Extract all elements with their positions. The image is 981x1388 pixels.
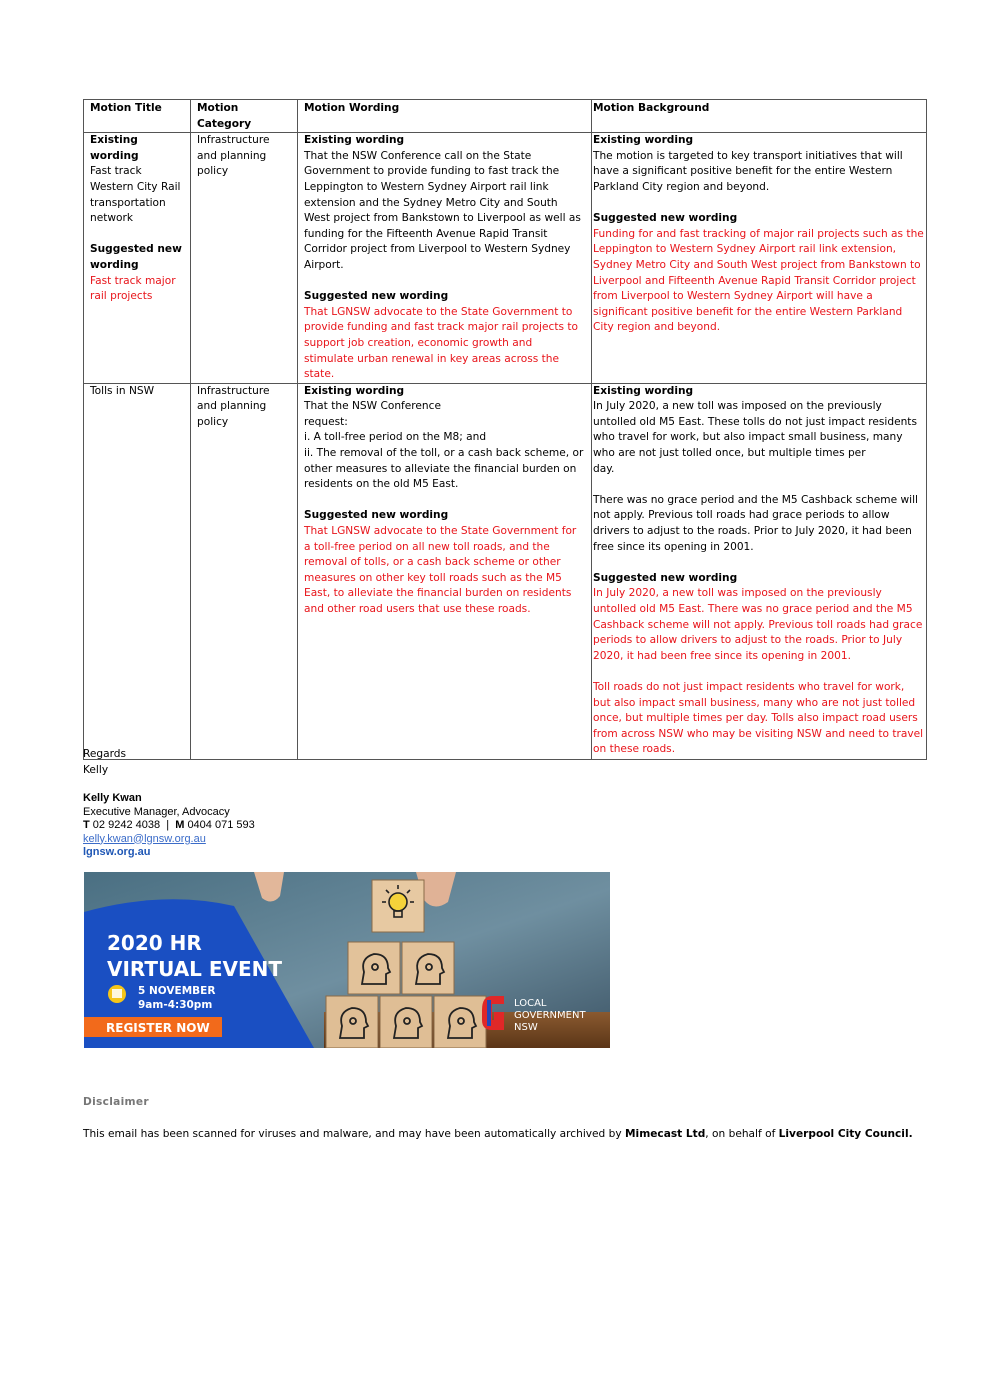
banner-date: 5 NOVEMBER: [138, 985, 216, 997]
email-closing: [83, 746, 126, 778]
signature-role: Executive Manager, Advocacy: [83, 805, 230, 818]
header-motion-category: Motion Category: [191, 100, 298, 133]
banner-title-line2: VIRTUAL EVENT: [107, 957, 283, 981]
existing-background: The motion is targeted to key transport initiatives that will have a significant positive benefit for the entire Western Parkland City region and beyond.: [593, 149, 903, 193]
table-header-row: [84, 100, 927, 133]
email-signature: [83, 792, 255, 860]
logo-line2: GOVERNMENT: [514, 1010, 586, 1021]
suggested-wording: That LGNSW advocate to the State Government for a toll-free period on all new toll roads, and the removal of tolls, or a cash back scheme or other measures on other key toll roads such as the M5 East, to alleviate the financial burden on residents and other road users that use these roads.: [304, 525, 577, 615]
existing-wording-line: That the NSW Conference: [304, 400, 441, 413]
suggested-label: Suggested new wording: [304, 290, 449, 303]
existing-wording-line: request:: [304, 415, 348, 428]
suggested-label: Suggested new wording: [593, 571, 738, 584]
suggested-title: Fast track major rail projects: [90, 274, 176, 303]
suggested-label: Suggested new wording: [593, 212, 738, 225]
mobile-label: M: [175, 819, 185, 831]
mobile-number: 0404 071 593: [187, 819, 255, 831]
header-motion-wording: Motion Wording: [298, 100, 592, 133]
phone-label: T: [83, 819, 90, 831]
suggested-background-p1: In July 2020, a new toll was imposed on the previously untolled old M5 East. There was no grace period and the M5 Cashback scheme will not apply. Previous toll roads had grace periods to allow drivers to adjust to the roads. Prior to July 2020, it had been free since its opening in 2001.: [593, 587, 923, 662]
banner-time: 9am-4:30pm: [138, 999, 213, 1011]
motion-wording-cell: [298, 133, 592, 384]
phone-separator: |: [166, 819, 170, 831]
website-link[interactable]: lgnsw.org.au: [83, 846, 151, 858]
motion-background-cell: [592, 383, 927, 759]
suggested-background: Funding for and fast tracking of major rail projects such as the Leppington to Western Sydney Airport rail link extension, Sydney Metro City and South West project from Bankstown to Liverpool and Fifteenth Avenue Rapid Transit Corridor project from Liverpool to Western Sydney Airport will have a significant positive benefit for the entire Western Parkland City region and beyond.: [593, 227, 924, 334]
header-motion-background: Motion Background: [592, 100, 927, 133]
motions-table: [83, 99, 927, 760]
banner-graphic: [84, 872, 610, 1048]
existing-title: Fast track Western City Rail transportation network: [90, 165, 181, 225]
suggested-label: Suggested new wording: [90, 243, 182, 271]
existing-wording-line: i. A toll-free period on the M8; and: [304, 431, 487, 444]
banner-title-line1: 2020 HR: [107, 931, 202, 955]
motion-category-cell: Infrastructure and planning policy: [191, 133, 298, 384]
existing-background-p1-end: day.: [593, 462, 615, 475]
banner-cta: REGISTER NOW: [106, 1021, 210, 1035]
motion-category-cell: Infrastructure and planning policy: [191, 383, 298, 759]
existing-label: Existing wording: [90, 134, 139, 162]
sender-first-name: Kelly: [83, 764, 109, 776]
suggested-wording: That LGNSW advocate to the State Government to provide funding and fast track major rail projects to support job creation, economic growth and stimulate urban renewal in key areas across the state.: [304, 305, 579, 381]
signature-phones: [83, 819, 255, 833]
regards-text: Regards: [83, 748, 127, 760]
existing-wording: That the NSW Conference call on the State Government to provide funding to fast track the Leppington to Western Sydney Airport rail link extension and the Sydney Metro City and South West project from Bankstown to Liverpool as well as funding for the Fifteenth Avenue Rapid Transit Corridor project from Liverpool to Western Sydney Airport.: [304, 149, 581, 271]
existing-label: Existing wording: [304, 134, 405, 147]
table-row: [84, 383, 927, 759]
table-row: [84, 133, 927, 384]
hr-event-banner[interactable]: [84, 872, 610, 1048]
disclaimer-text-before: This email has been scanned for viruses and malware, and may have been automatically archived by: [83, 1128, 626, 1140]
motion-background-cell: [592, 133, 927, 384]
logo-line3: NSW: [514, 1022, 538, 1033]
disclaimer-company: Mimecast Ltd: [625, 1128, 706, 1140]
logo-line1: LOCAL: [514, 998, 547, 1009]
existing-background-p1: In July 2020, a new toll was imposed on the previously untolled old M5 East. These tolls do not just impact residents who travel for work, but also impact small business, many who are not just tolled once, but multiple times per: [593, 400, 917, 460]
disclaimer-heading: Disclaimer: [83, 1096, 149, 1108]
phone-number: 02 9242 4038: [92, 819, 161, 831]
email-link[interactable]: kelly.kwan@lgnsw.org.au: [83, 832, 206, 845]
suggested-label: Suggested new wording: [304, 509, 449, 522]
existing-wording-line: ii. The removal of the toll, or a cash back scheme, or other measures to alleviate the financial burden on residents on the old M5 East.: [304, 447, 584, 491]
existing-label: Existing wording: [593, 134, 694, 147]
motion-title-cell: [84, 133, 191, 384]
existing-label: Existing wording: [304, 384, 405, 397]
signature-name: Kelly Kwan: [83, 792, 142, 804]
existing-background-p2: There was no grace period and the M5 Cashback scheme will not apply. Previous toll roads had grace periods to allow drivers to adjust to the roads. Prior to July 2020, it had been free since its opening in 2001.: [593, 493, 918, 553]
motion-wording-cell: [298, 383, 592, 759]
suggested-background-p2: Toll roads do not just impact residents who travel for work, but also impact small business, many who are not just tolled once, but multiple times per day. Tolls also impact road users from across NSW who may be visiting NSW and need to travel on these roads.: [593, 680, 924, 756]
disclaimer-text: [83, 1127, 913, 1141]
disclaimer-council: Liverpool City Council.: [778, 1128, 913, 1140]
existing-label: Existing wording: [593, 384, 694, 397]
motion-title-cell: Tolls in NSW: [84, 383, 191, 759]
disclaimer-text-middle: , on behalf of: [705, 1128, 779, 1140]
header-motion-title: Motion Title: [84, 100, 191, 133]
